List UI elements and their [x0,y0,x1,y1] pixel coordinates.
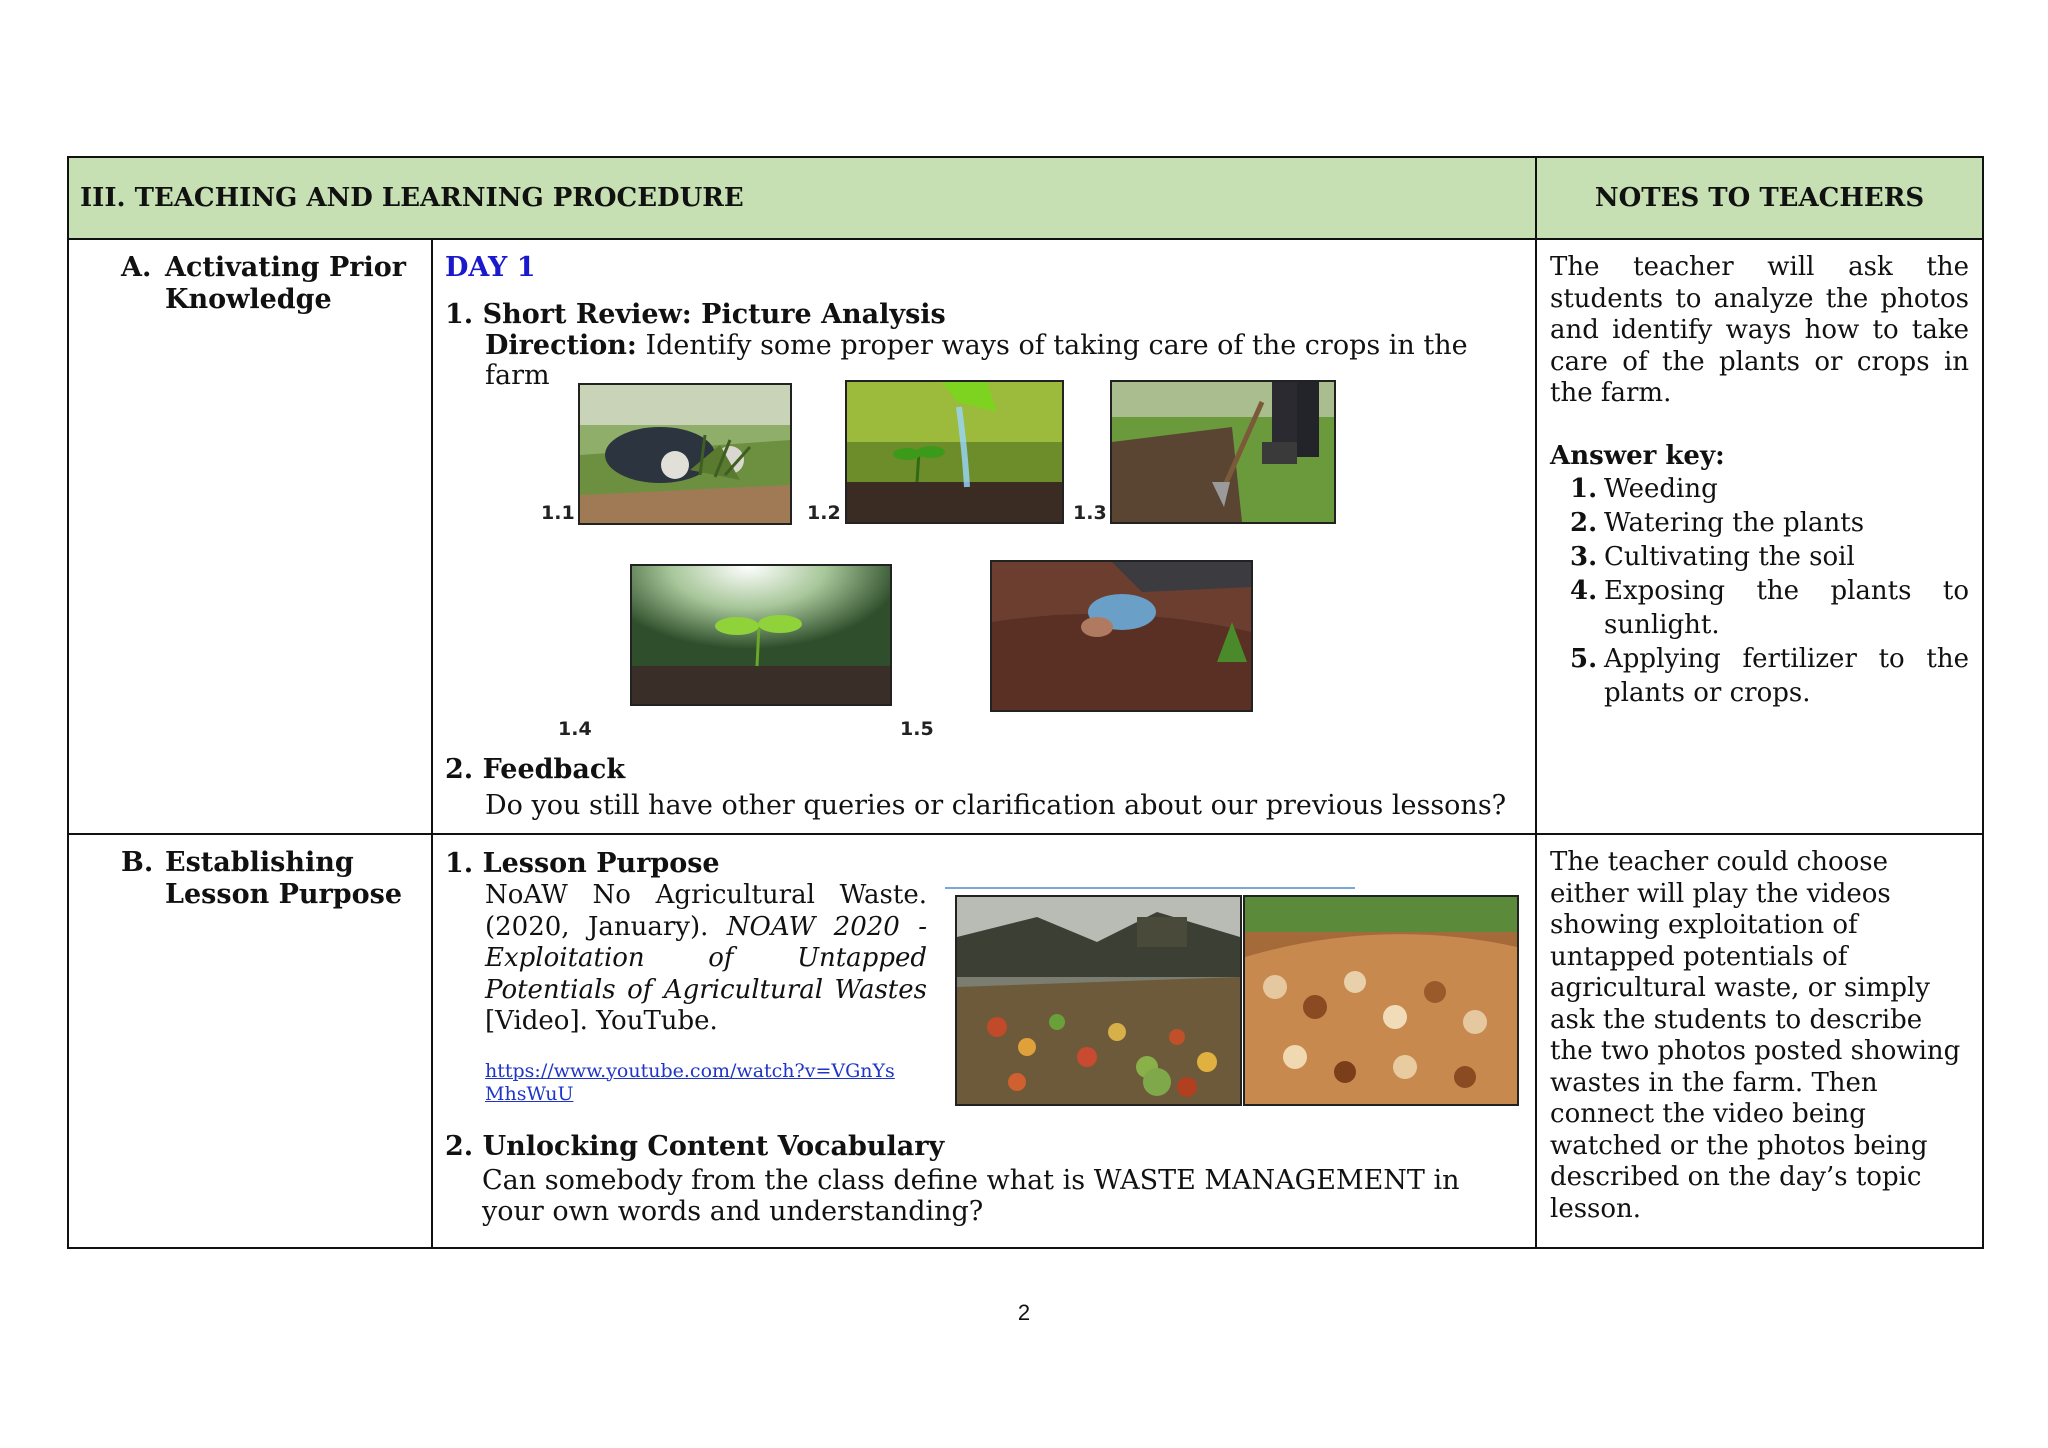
short-review-title: 1. Short Review: Picture Analysis [445,299,946,330]
shell-waste-photo [1243,895,1519,1106]
section-b-notes [1536,834,1983,1248]
photo-caption-1-3: 1.3 [1073,502,1107,524]
section-b-label [68,834,432,1248]
sunlight-seedling-photo [630,564,892,706]
photo-caption-1-2: 1.2 [807,502,841,524]
section-b-label-line2: Lesson Purpose [165,879,403,910]
photo-caption-1-1: 1.1 [541,502,575,524]
fertilizer-photo [990,560,1253,712]
fruit-waste-photo [955,895,1242,1106]
table-header-row [68,157,1983,239]
youtube-link[interactable]: https://www.youtube.com/watch?v=VGnYsMhsWuU [485,1059,895,1105]
section-a-label-line2: Knowledge [165,284,332,315]
section-a-note-text: The teacher will ask the students to analyze the photos and identify ways how to take care of the plants or crops in the farm. [1550,252,1970,408]
lesson-purpose-title: 1. Lesson Purpose [445,848,720,879]
watering-photo [845,380,1064,524]
section-a-content [432,239,1536,834]
vocabulary-text: Can somebody from the class define what is WASTE MANAGEMENT in your own words and understanding? [482,1164,1460,1227]
procedure-table [67,156,1984,1249]
answer-key-title: Answer key: [1550,440,1725,471]
answer-key-list [1550,472,1969,710]
list-item: 3. Cultivating the soil [1570,542,1855,572]
procedure-header: III. TEACHING AND LEARNING PROCEDURE [68,157,1536,239]
section-b-content [432,834,1536,1248]
section-b-row [68,834,1983,1248]
video-reference: NoAW No Agricultural Waste. (2020, January). NOAW 2020 - Exploitation of Untapped Potentials of Agricultural Wastes [Video]. YouTube. [485,880,928,1036]
feedback-text: Do you still have other queries or clarification about our previous lessons? [485,790,1507,821]
section-a-letter: A. [121,252,152,283]
list-item: 1. Weeding [1570,474,1718,504]
section-b-letter: B. [121,847,154,878]
direction-label: Direction: [485,330,637,361]
list-item: 4. Exposing the plants to sunlight. [1570,576,1970,640]
section-a-row [68,239,1983,834]
weeding-photo [578,383,792,525]
section-a-notes [1536,239,1983,834]
list-item: 5. Applying fertilizer to the plants or crops. [1570,644,1970,708]
section-a-label [68,239,432,834]
day-label: DAY 1 [445,252,536,283]
photo-caption-1-4: 1.4 [558,718,592,740]
section-a-label-line1: Activating Prior [165,252,406,283]
section-b-label-line1: Establishing [165,847,354,878]
list-item: 2. Watering the plants [1570,508,1865,538]
feedback-title: 2. Feedback [445,754,626,785]
vocabulary-title: 2. Unlocking Content Vocabulary [445,1130,945,1162]
cultivating-photo [1110,380,1336,524]
page-number: 2 [1017,1300,1031,1325]
photo-caption-1-5: 1.5 [900,718,934,740]
direction-text: Identify some proper ways of taking care of the crops in the farm [485,330,1468,391]
section-b-note-text: The teacher could choose either will play the videos showing exploitation of untapped potentials of agricultural waste, or simply ask the students to describe the two photos posted showing wastes in the farm. Then connect the video being watched or the photos being described on the day’s topic lesson. [1550,847,1961,1224]
notes-header: NOTES TO TEACHERS [1536,157,1983,239]
